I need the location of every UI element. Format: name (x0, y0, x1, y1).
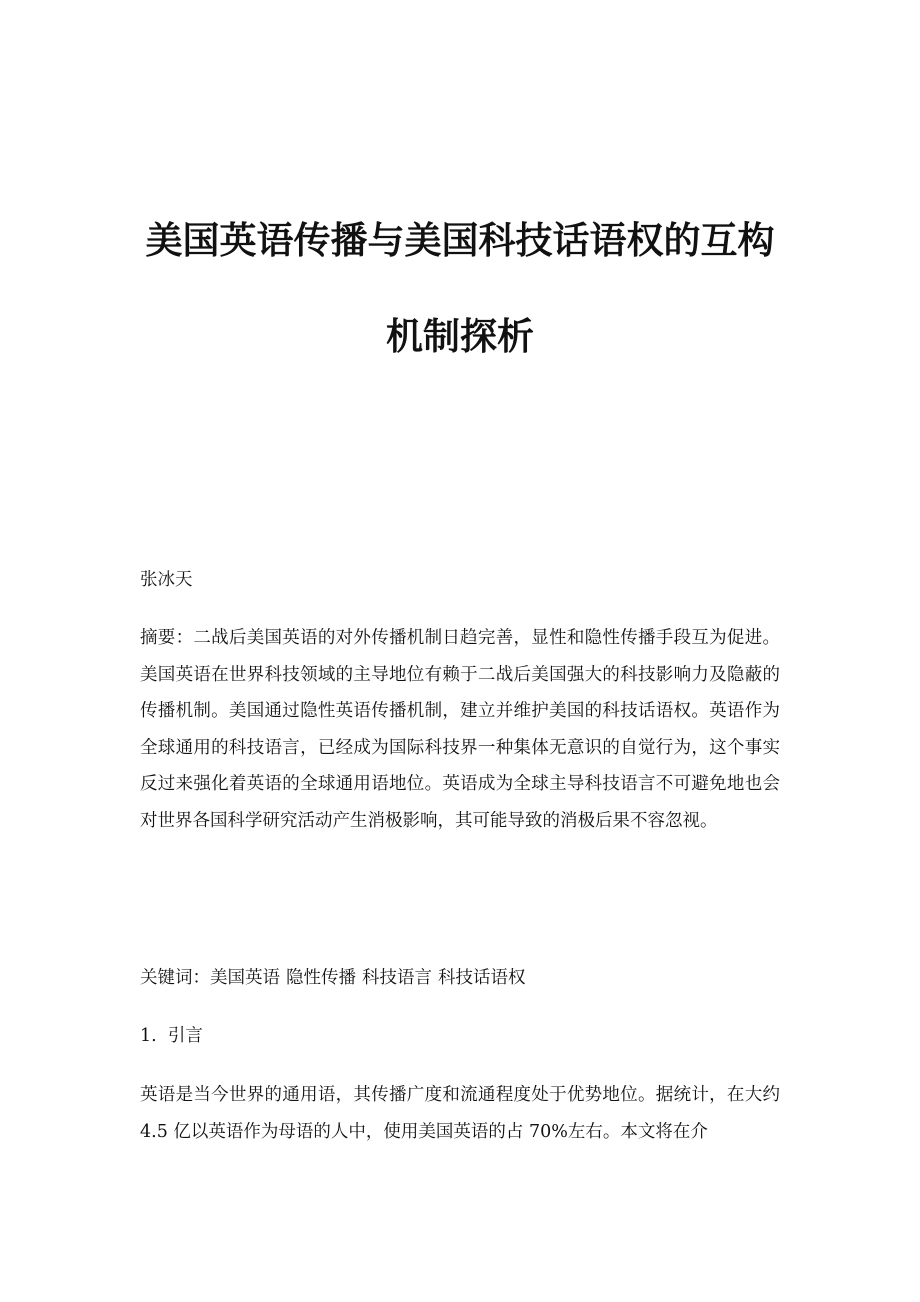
keywords (140, 966, 780, 990)
paper-title-line-1: 美国英语传播与美国科技话语权的互构 (145, 219, 775, 262)
paper-title-line-2: 机制探析 (386, 315, 534, 358)
keyword-item: 科技话语权 (438, 968, 526, 988)
section-number: 1. (140, 1026, 157, 1046)
keyword-item: 隐性传播 (286, 968, 356, 988)
keyword-item: 科技语言 (362, 968, 432, 988)
abstract-label: 摘要： (140, 628, 194, 648)
abstract-text: 二战后美国英语的对外传播机制日趋完善，显性和隐性传播手段互为促进。美国英语在世界科技领域的主导地位有赖于二战后美国强大的科技影响力及隐蔽的传播机制。美国通过隐性英语传播机制，建立并维护美国的科技话语权。英语作为全球通用的科技语言，已经成为国际科技界一种集体无意识的自觉行为，这个事实反过来强化着英语的全球通用语地位。英语成为全球主导科技语言不可避免地也会对世界各国科学研究活动产生消极影响，其可能导致的消极后果不容忽视。 (140, 628, 780, 831)
intro-paragraph (140, 1077, 780, 1150)
section-title: 引言 (167, 1026, 203, 1046)
section-heading (140, 1024, 780, 1048)
abstract (140, 620, 780, 839)
keywords-label: 关键词： (140, 968, 210, 988)
intro-paragraph-text: 英语是当今世界的通用语，其传播广度和流通程度处于优势地位。据统计，在大约 4.5 亿以英语作为母语的人中，使用美国英语的占 70%左右。本文将在介 (140, 1085, 780, 1142)
keyword-item: 美国英语 (210, 968, 280, 988)
author-name: 张冰天 (140, 570, 193, 590)
